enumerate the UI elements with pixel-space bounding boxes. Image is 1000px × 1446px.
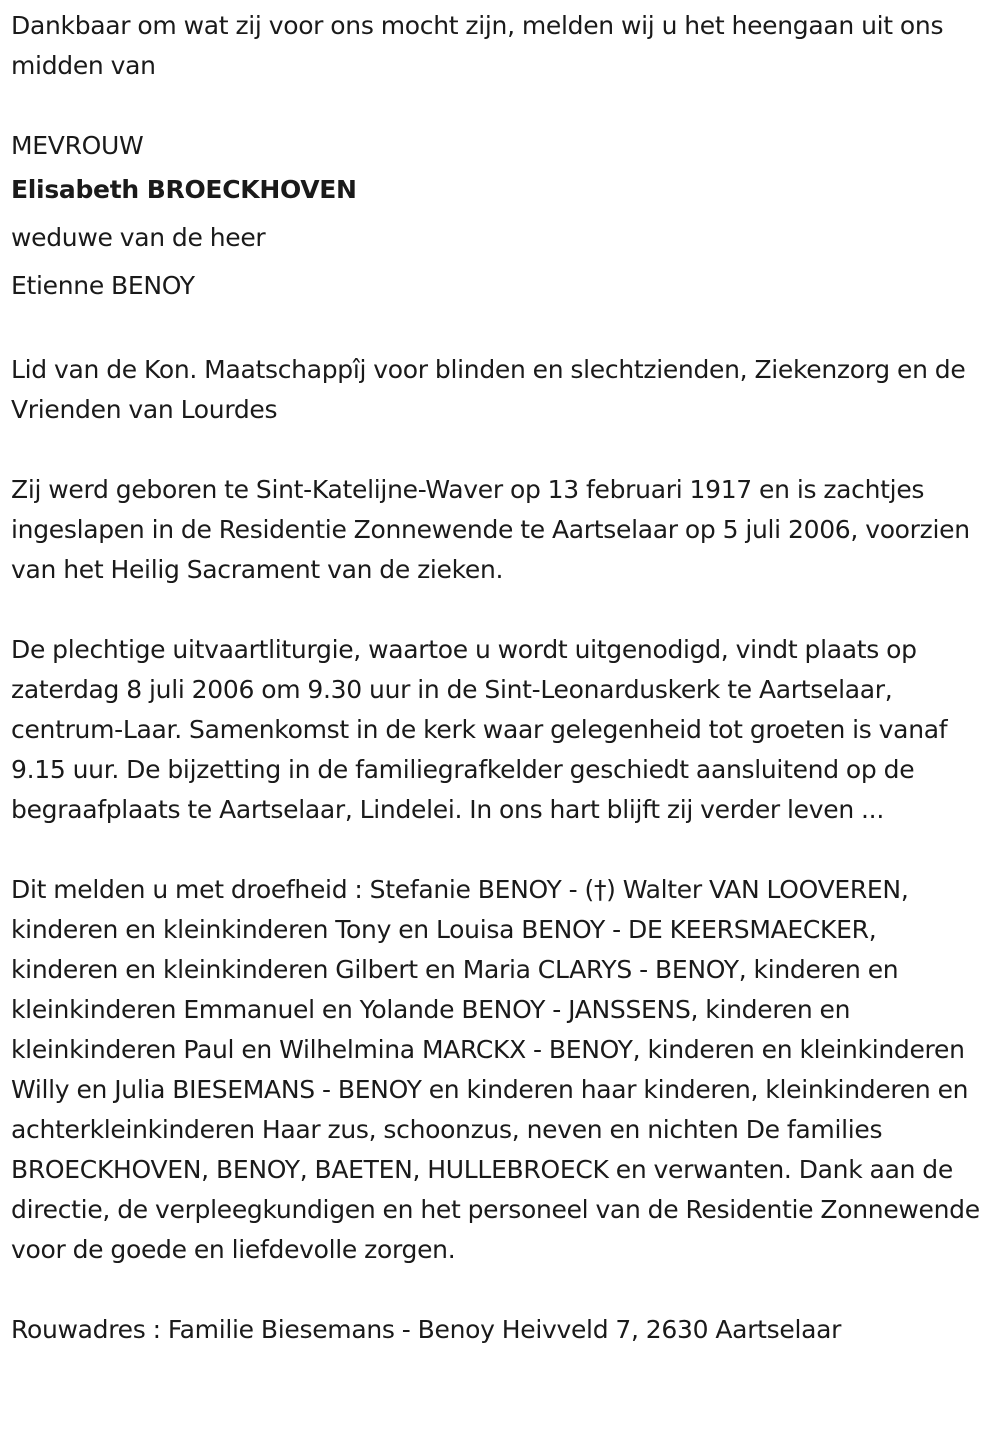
- birth-death-text: Zij werd geboren te Sint-Katelijne-Waver op 13 februari 1917 en is zachtjes ingeslapen in de Residentie Zonnewende te Aartselaar op 5 juli 2006, voorzien van het Heilig Sacrament van de zieken.: [11, 475, 970, 584]
- spacer: [11, 310, 990, 350]
- spacer: [11, 1270, 990, 1310]
- funeral-text: De plechtige uitvaartliturgie, waartoe u wordt uitgenodigd, vindt plaats op zaterdag 8 juli 2006 om 9.30 uur in de Sint-Leonarduskerk te Aartselaar, centrum-Laar. Samenkomst in de kerk waar gelegenheid tot groeten is vanaf 9.15 uur. De bijzetting in de familiegrafkelder geschiedt aansluitend op de begraafplaats te Aartselaar, Lindelei. In ons hart blijft zij verder leven ...: [11, 635, 948, 824]
- spouse-name: Etienne BENOY: [11, 271, 195, 300]
- spacer: [11, 430, 990, 470]
- intro-text: Dankbaar om wat zij voor ons mocht zijn, melden wij u het heengaan uit ons midden van: [11, 11, 944, 80]
- spacer: [11, 830, 990, 870]
- spacer: [11, 86, 990, 126]
- spacer: [11, 590, 990, 630]
- widow-of-text: weduwe van de heer: [11, 223, 266, 252]
- family-text: Dit melden u met droefheid : Stefanie BENOY - (†) Walter VAN LOOVEREN, kinderen en kleinkinderen Tony en Louisa BENOY - DE KEERSMAECKER, kinderen en kleinkinderen Gilbert en Maria CLARYS - BENOY, kinderen en kleinkinderen Emmanuel en Yolande BENOY - JANSSENS, kinderen en kleinkinderen Paul en Wilhelmina MARCKX - BENOY, kinderen en kleinkinderen Willy en Julia BIESEMANS - BENOY en kinderen haar kinderen, kleinkinderen en achterkleinkinderen Haar zus, schoonzus, neven en nichten De families BROECKHOVEN, BENOY, BAETEN, HULLEBROECK en verwanten. Dank aan de directie, de verpleegkundigen en het personeel van de Residentie Zonnewende voor de goede en liefdevolle zorgen.: [11, 875, 980, 1264]
- deceased-name: Elisabeth BROECKHOVEN: [11, 175, 357, 204]
- memberships-text: Lid van de Kon. Maatschappîj voor blinden en slechtzienden, Ziekenzorg en de Vrienden van Lourdes: [11, 355, 966, 424]
- mourning-address: Rouwadres : Familie Biesemans - Benoy Heivveld 7, 2630 Aartselaar: [11, 1315, 842, 1344]
- honorific: MEVROUW: [11, 131, 144, 160]
